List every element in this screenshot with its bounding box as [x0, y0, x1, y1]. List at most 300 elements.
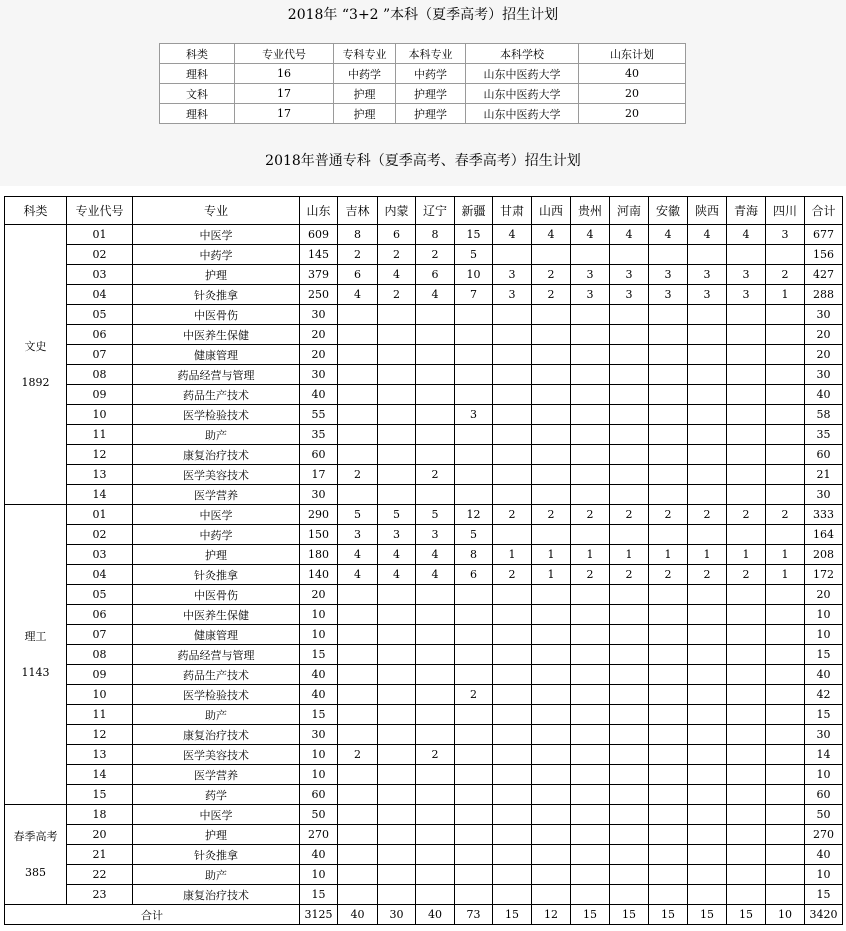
quota-cell: [571, 585, 610, 605]
quota-cell: [766, 245, 805, 265]
quota-cell: [416, 865, 455, 885]
quota-cell: [416, 725, 455, 745]
quota-cell: 2: [766, 265, 805, 285]
quota-cell: [610, 785, 649, 805]
header-cell: 贵州: [571, 197, 610, 225]
major-code: 18: [67, 805, 133, 825]
major-name: 药品生产技术: [133, 385, 300, 405]
quota-cell: 4: [688, 225, 727, 245]
quota-cell: 1: [766, 565, 805, 585]
major-code: 03: [67, 265, 133, 285]
table-cell: 护理: [334, 104, 396, 124]
quota-cell: [532, 605, 571, 625]
quota-cell: [493, 785, 532, 805]
major-code: 02: [67, 245, 133, 265]
quota-cell: [649, 645, 688, 665]
quota-cell: [532, 405, 571, 425]
page-title-zhuanke: 2018年普通专科（夏季高考、春季高考）招生计划: [265, 153, 581, 169]
major-name: 中医养生保健: [133, 605, 300, 625]
table-row: [5, 645, 843, 665]
quota-cell: [766, 405, 805, 425]
quota-cell: [571, 785, 610, 805]
quota-cell: [649, 425, 688, 445]
quota-cell: 8: [455, 545, 493, 565]
table-row: [5, 245, 843, 265]
quota-cell: [688, 585, 727, 605]
quota-cell: 427: [805, 265, 843, 285]
quota-cell: [766, 745, 805, 765]
quota-cell: [493, 425, 532, 445]
quota-cell: [571, 765, 610, 785]
quota-cell: [610, 765, 649, 785]
header-cell: 新疆: [455, 197, 493, 225]
quota-cell: 42: [805, 685, 843, 705]
quota-cell: [571, 245, 610, 265]
quota-cell: 3: [571, 265, 610, 285]
quota-cell: [532, 725, 571, 745]
quota-cell: [416, 805, 455, 825]
table-row: [160, 64, 686, 84]
quota-cell: [493, 685, 532, 705]
quota-cell: 3: [416, 525, 455, 545]
quota-cell: [378, 585, 416, 605]
quota-cell: [610, 365, 649, 385]
quota-cell: [649, 445, 688, 465]
major-name: 中医学: [133, 505, 300, 525]
header-cell: 辽宁: [416, 197, 455, 225]
quota-cell: 30: [805, 365, 843, 385]
quota-cell: [688, 765, 727, 785]
category-spacer: [5, 356, 66, 374]
quota-cell: [571, 845, 610, 865]
quota-cell: [727, 765, 766, 785]
category-name: 理工: [24, 629, 47, 643]
quota-cell: [649, 325, 688, 345]
quota-cell: [766, 665, 805, 685]
table-cell: 理科: [160, 104, 235, 124]
quota-cell: [493, 325, 532, 345]
quota-cell: [649, 725, 688, 745]
quota-cell: [610, 465, 649, 485]
quota-cell: [378, 645, 416, 665]
major-name: 医学营养: [133, 485, 300, 505]
quota-cell: [378, 325, 416, 345]
header-cell: 山东计划: [579, 44, 686, 64]
table-row: [5, 465, 843, 485]
quota-cell: [455, 865, 493, 885]
quota-cell: [338, 845, 378, 865]
quota-cell: [649, 765, 688, 785]
quota-cell: [493, 865, 532, 885]
quota-cell: [766, 865, 805, 885]
quota-cell: [688, 705, 727, 725]
quota-cell: [493, 445, 532, 465]
quota-cell: [338, 705, 378, 725]
quota-cell: [378, 445, 416, 465]
major-code: 20: [67, 825, 133, 845]
category-spacer: [5, 646, 66, 664]
major-name: 中医骨伤: [133, 585, 300, 605]
major-code: 13: [67, 745, 133, 765]
quota-cell: [455, 725, 493, 745]
quota-cell: 40: [300, 665, 338, 685]
quota-cell: 10: [300, 865, 338, 885]
quota-cell: [766, 605, 805, 625]
quota-cell: [493, 605, 532, 625]
quota-cell: [493, 465, 532, 485]
table-row: [5, 665, 843, 685]
major-name: 护理: [133, 825, 300, 845]
major-name: 针灸推拿: [133, 565, 300, 585]
quota-cell: [571, 525, 610, 545]
quota-cell: 3: [727, 285, 766, 305]
major-code: 10: [67, 405, 133, 425]
quota-cell: [571, 745, 610, 765]
quota-cell: [532, 585, 571, 605]
quota-cell: [688, 745, 727, 765]
category-total: 1892: [21, 375, 50, 389]
major-code: 04: [67, 285, 133, 305]
quota-cell: [766, 765, 805, 785]
quota-cell: [688, 485, 727, 505]
quota-cell: 20: [300, 325, 338, 345]
major-code: 01: [67, 505, 133, 525]
quota-cell: [727, 385, 766, 405]
header-cell: 陕西: [688, 197, 727, 225]
quota-cell: [571, 685, 610, 705]
quota-cell: [688, 865, 727, 885]
quota-cell: [727, 845, 766, 865]
quota-cell: [455, 705, 493, 725]
quota-cell: [688, 825, 727, 845]
major-code: 09: [67, 665, 133, 685]
major-name: 药品经营与管理: [133, 365, 300, 385]
table-cell: 山东中医药大学: [466, 64, 579, 84]
quota-cell: [493, 645, 532, 665]
quota-cell: [727, 345, 766, 365]
quota-cell: [688, 645, 727, 665]
quota-cell: 270: [805, 825, 843, 845]
quota-cell: [688, 425, 727, 445]
quota-cell: 290: [300, 505, 338, 525]
quota-cell: [455, 585, 493, 605]
quota-cell: [688, 365, 727, 385]
quota-cell: [378, 485, 416, 505]
quota-cell: 4: [727, 225, 766, 245]
quota-cell: [649, 825, 688, 845]
quota-cell: [455, 785, 493, 805]
quota-cell: [416, 885, 455, 905]
header-cell: 科类: [5, 197, 67, 225]
major-code: 05: [67, 585, 133, 605]
quota-cell: 2: [727, 505, 766, 525]
quota-cell: [649, 865, 688, 885]
quota-cell: [493, 585, 532, 605]
quota-cell: 1: [571, 545, 610, 565]
quota-cell: 10: [805, 625, 843, 645]
quota-cell: [649, 745, 688, 765]
table-row: [5, 325, 843, 345]
quota-cell: [571, 465, 610, 485]
quota-cell: [338, 425, 378, 445]
quota-cell: 30: [805, 305, 843, 325]
major-code: 12: [67, 445, 133, 465]
quota-cell: [532, 825, 571, 845]
total-cell: 73: [455, 905, 493, 925]
quota-cell: 4: [338, 545, 378, 565]
quota-cell: [610, 405, 649, 425]
quota-cell: 2: [416, 465, 455, 485]
quota-cell: 5: [378, 505, 416, 525]
quota-cell: 2: [378, 285, 416, 305]
header-cell: 山西: [532, 197, 571, 225]
table-header-row: [160, 44, 686, 64]
quota-cell: [416, 305, 455, 325]
quota-cell: [727, 785, 766, 805]
quota-cell: [455, 465, 493, 485]
total-row: [5, 905, 843, 925]
quota-cell: [766, 345, 805, 365]
table-cell: 中药学: [396, 64, 466, 84]
quota-cell: [532, 745, 571, 765]
quota-cell: [766, 305, 805, 325]
quota-cell: [649, 785, 688, 805]
quota-cell: [416, 825, 455, 845]
quota-cell: [727, 665, 766, 685]
quota-cell: 4: [378, 265, 416, 285]
quota-cell: [493, 365, 532, 385]
quota-cell: [455, 765, 493, 785]
quota-cell: 1: [688, 545, 727, 565]
quota-cell: [727, 485, 766, 505]
quota-cell: [766, 825, 805, 845]
quota-cell: 4: [338, 285, 378, 305]
quota-cell: [416, 625, 455, 645]
header-cell: 青海: [727, 197, 766, 225]
quota-cell: [338, 765, 378, 785]
category-total: 1143: [21, 665, 50, 679]
quota-cell: [378, 865, 416, 885]
quota-cell: [766, 705, 805, 725]
quota-cell: 6: [455, 565, 493, 585]
quota-cell: [493, 405, 532, 425]
quota-cell: [727, 365, 766, 385]
quota-cell: [378, 405, 416, 425]
quota-cell: [378, 425, 416, 445]
zhuanke-plan-table: [4, 196, 843, 925]
total-cell: 15: [688, 905, 727, 925]
quota-cell: [727, 805, 766, 825]
quota-cell: [610, 665, 649, 685]
quota-cell: [688, 725, 727, 745]
quota-cell: [571, 725, 610, 745]
quota-cell: 4: [493, 225, 532, 245]
quota-cell: [649, 805, 688, 825]
quota-cell: [532, 485, 571, 505]
quota-cell: 3: [610, 265, 649, 285]
total-cell: 3420: [805, 905, 843, 925]
quota-cell: 6: [338, 265, 378, 285]
table-cell: 山东中医药大学: [466, 84, 579, 104]
quota-cell: [571, 665, 610, 685]
quota-cell: [493, 725, 532, 745]
major-name: 医学检验技术: [133, 405, 300, 425]
total-cell: 40: [338, 905, 378, 925]
major-code: 11: [67, 705, 133, 725]
major-name: 针灸推拿: [133, 285, 300, 305]
major-name: 医学营养: [133, 765, 300, 785]
quota-cell: 4: [532, 225, 571, 245]
major-name: 中医学: [133, 805, 300, 825]
total-cell: 15: [727, 905, 766, 925]
quota-cell: [649, 485, 688, 505]
header-cell: 合计: [805, 197, 843, 225]
quota-cell: [378, 625, 416, 645]
table-row: [5, 765, 843, 785]
table-row: [5, 425, 843, 445]
quota-cell: [378, 725, 416, 745]
quota-cell: [727, 605, 766, 625]
quota-cell: [532, 705, 571, 725]
major-code: 09: [67, 385, 133, 405]
quota-cell: [610, 305, 649, 325]
quota-cell: 3: [493, 285, 532, 305]
quota-cell: [416, 585, 455, 605]
quota-cell: 2: [688, 505, 727, 525]
quota-cell: [416, 785, 455, 805]
quota-cell: 60: [300, 445, 338, 465]
table-row: [5, 565, 843, 585]
quota-cell: 3: [688, 285, 727, 305]
quota-cell: [727, 645, 766, 665]
quota-cell: [532, 885, 571, 905]
table-row: [5, 685, 843, 705]
quota-cell: [378, 465, 416, 485]
quota-cell: 4: [571, 225, 610, 245]
major-code: 14: [67, 485, 133, 505]
quota-cell: [455, 385, 493, 405]
quota-cell: [649, 625, 688, 645]
quota-cell: 20: [805, 345, 843, 365]
quota-cell: [493, 305, 532, 325]
quota-cell: [532, 245, 571, 265]
quota-cell: 40: [805, 385, 843, 405]
quota-cell: [766, 645, 805, 665]
quota-cell: [571, 325, 610, 345]
quota-cell: [688, 885, 727, 905]
category-cell: [5, 505, 67, 805]
quota-cell: [532, 365, 571, 385]
quota-cell: [571, 305, 610, 325]
quota-cell: 609: [300, 225, 338, 245]
quota-cell: [727, 685, 766, 705]
quota-cell: [766, 425, 805, 445]
upper-section: [0, 0, 846, 186]
table-row: [5, 345, 843, 365]
quota-cell: [766, 845, 805, 865]
quota-cell: [455, 825, 493, 845]
quota-cell: 2: [766, 505, 805, 525]
category-spacer: [5, 846, 66, 864]
quota-cell: [493, 525, 532, 545]
quota-cell: [610, 585, 649, 605]
quota-cell: 3: [688, 265, 727, 285]
header-cell: 专科专业: [334, 44, 396, 64]
quota-cell: [688, 325, 727, 345]
quota-cell: [338, 825, 378, 845]
quota-cell: 20: [805, 325, 843, 345]
quota-cell: [338, 665, 378, 685]
quota-cell: [378, 345, 416, 365]
header-cell: 甘肃: [493, 197, 532, 225]
quota-cell: [610, 425, 649, 445]
quota-cell: [727, 865, 766, 885]
quota-cell: [416, 365, 455, 385]
quota-cell: 4: [378, 545, 416, 565]
quota-cell: [571, 445, 610, 465]
quota-cell: [455, 425, 493, 445]
quota-cell: 4: [416, 545, 455, 565]
table-row: [5, 445, 843, 465]
quota-cell: [727, 825, 766, 845]
quota-cell: 2: [610, 565, 649, 585]
quota-cell: [338, 585, 378, 605]
quota-cell: [416, 845, 455, 865]
quota-cell: [378, 805, 416, 825]
major-name: 医学检验技术: [133, 685, 300, 705]
quota-cell: 1: [532, 545, 571, 565]
quota-cell: [338, 785, 378, 805]
quota-cell: 250: [300, 285, 338, 305]
quota-cell: [727, 745, 766, 765]
quota-cell: [649, 405, 688, 425]
quota-cell: 10: [300, 605, 338, 625]
quota-cell: [338, 885, 378, 905]
table-row: [5, 845, 843, 865]
quota-cell: 35: [805, 425, 843, 445]
quota-cell: [649, 705, 688, 725]
quota-cell: 15: [805, 885, 843, 905]
quota-cell: 12: [455, 505, 493, 525]
quota-cell: [378, 665, 416, 685]
total-cell: 15: [493, 905, 532, 925]
major-code: 10: [67, 685, 133, 705]
quota-cell: [649, 605, 688, 625]
major-code: 13: [67, 465, 133, 485]
major-name: 助产: [133, 705, 300, 725]
quota-cell: 8: [416, 225, 455, 245]
total-cell: 30: [378, 905, 416, 925]
quota-cell: 3: [610, 285, 649, 305]
quota-cell: [649, 465, 688, 485]
category-name: 春季高考: [13, 829, 58, 843]
quota-cell: [455, 885, 493, 905]
quota-cell: 60: [805, 445, 843, 465]
quota-cell: 2: [532, 285, 571, 305]
quota-cell: [766, 485, 805, 505]
table-cell: 17: [235, 104, 334, 124]
major-code: 14: [67, 765, 133, 785]
quota-cell: [493, 885, 532, 905]
quota-cell: [727, 465, 766, 485]
quota-cell: [455, 605, 493, 625]
major-code: 21: [67, 845, 133, 865]
major-name: 护理: [133, 545, 300, 565]
quota-cell: 20: [300, 345, 338, 365]
quota-cell: [532, 305, 571, 325]
total-label: 合计: [5, 905, 300, 925]
major-code: 08: [67, 365, 133, 385]
